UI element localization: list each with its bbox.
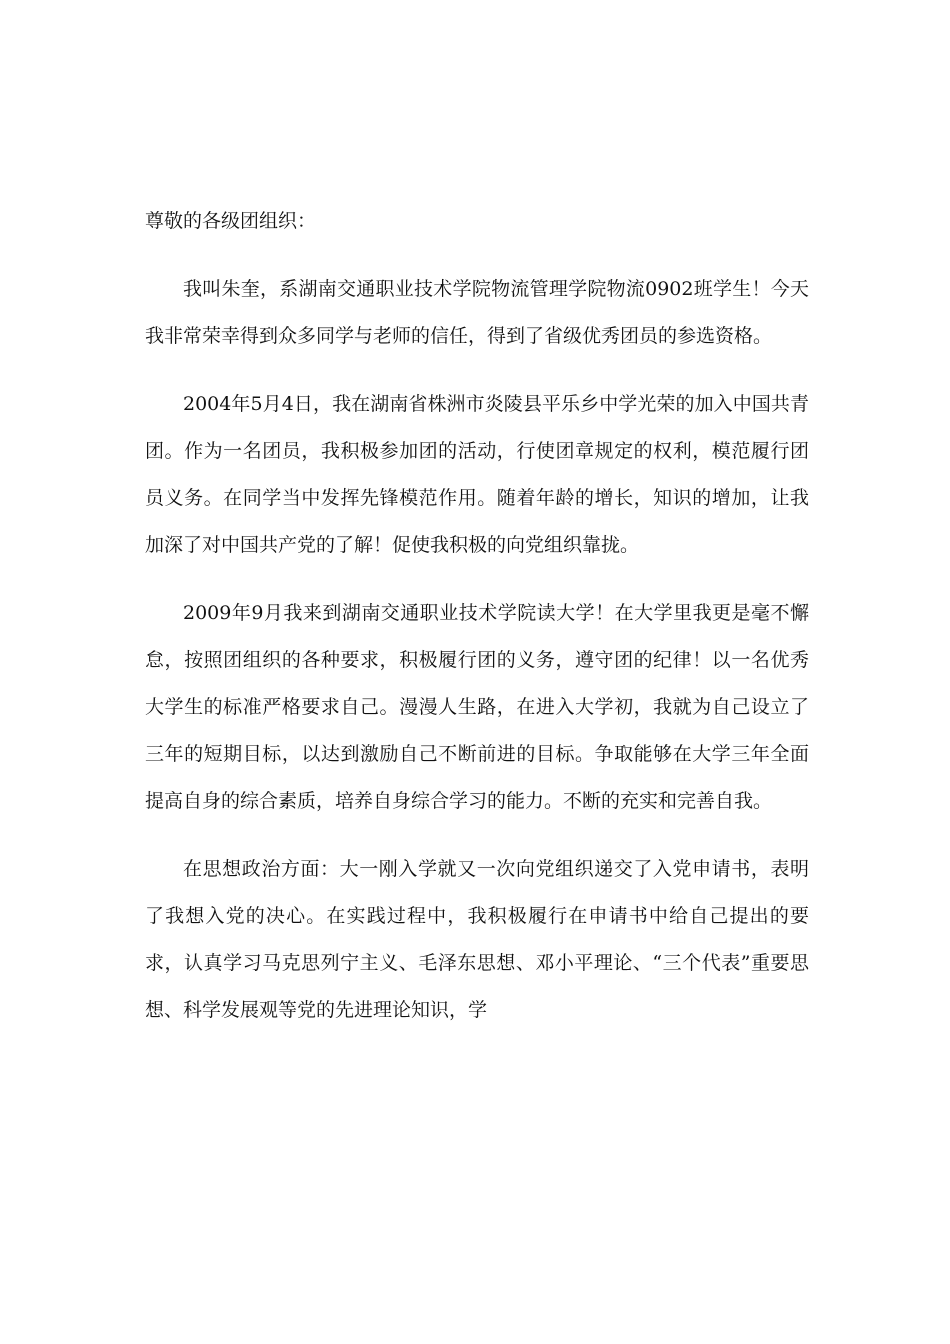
- salutation: 尊敬的各级团组织：: [145, 210, 317, 232]
- paragraph-political-thought: 在思想政治方面：大一刚入学就又一次向党组织递交了入党申请书，表明了我想入党的决心。在实践过程中，我积极履行在申请书中给自己提出的要求，认真学习马克思列宁主义、毛泽东思想、邓小平理论、“三个代表”重要思想、科学发展观等党的先进理论知识，学: [145, 858, 809, 1021]
- paragraph-university: 2009年9月我来到湖南交通职业技术学院读大学！在大学里我更是毫不懈怠，按照团组织的各种要求，积极履行团的义务，遵守团的纪律！以一名优秀大学生的标准严格要求自己。漫漫人生路，在进入大学初，我就为自己设立了三年的短期目标，以达到激励自己不断前进的目标。争取能够在大学三年全面提高自身的综合素质，培养自身综合学习的能力。不断的充实和完善自我。: [145, 602, 809, 812]
- paragraph-joining-league: 2004年5月4日，我在湖南省株洲市炎陵县平乐乡中学光荣的加入中国共青团。作为一名团员，我积极参加团的活动，行使团章规定的权利，模范履行团员义务。在同学当中发挥先锋模范作用。随着年龄的增长，知识的增加，让我加深了对中国共产党的了解！促使我积极的向党组织靠拢。: [145, 393, 809, 556]
- paragraph-introduction: 我叫朱奎，系湖南交通职业技术学院物流管理学院物流0902班学生！今天我非常荣幸得到众多同学与老师的信任，得到了省级优秀团员的参选资格。: [145, 278, 809, 347]
- document-body: [145, 198, 809, 1055]
